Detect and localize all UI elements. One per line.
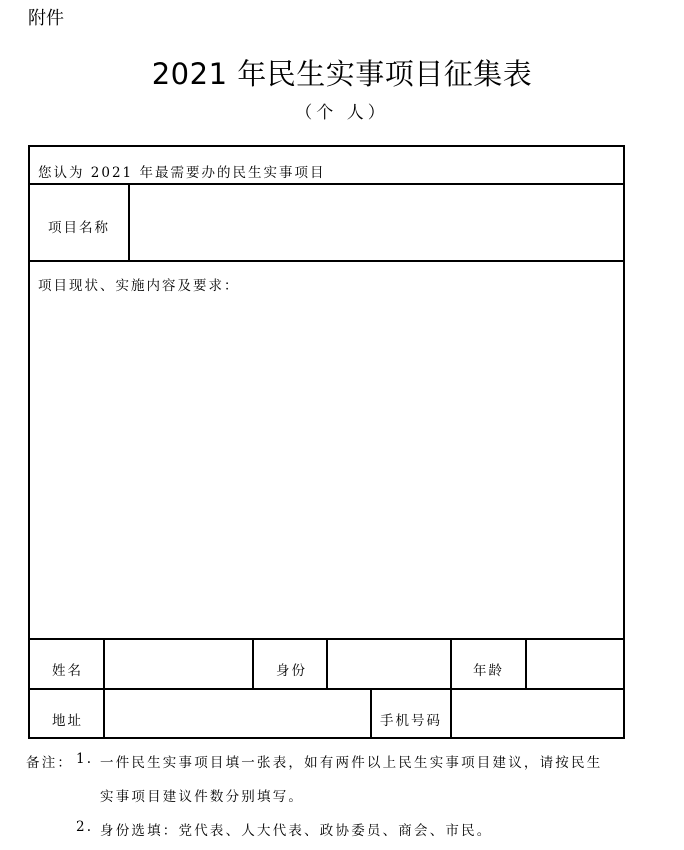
- table-border-top: [28, 145, 625, 147]
- address-field[interactable]: [105, 690, 369, 737]
- page-subtitle: （个 人）: [295, 103, 389, 123]
- page-title: 2021 年民生实事项目征集表: [151, 57, 533, 91]
- phone-label: 手机号码: [380, 713, 442, 729]
- phone-field[interactable]: [452, 690, 622, 737]
- address-label: 地址: [52, 713, 83, 729]
- identity-label: 身份: [276, 663, 307, 679]
- identity-field[interactable]: [328, 640, 449, 687]
- col-divider: [252, 638, 254, 689]
- col-divider: [370, 688, 372, 739]
- name-field[interactable]: [105, 640, 251, 687]
- row-divider: [28, 260, 625, 262]
- note-text: 身份选填：党代表、人大代表、政协委员、商会、市民。: [100, 823, 493, 839]
- details-label: 项目现状、实施内容及要求：: [38, 278, 240, 294]
- details-field[interactable]: [30, 296, 622, 636]
- table-border-right: [623, 145, 625, 739]
- notes-prefix: 备注：: [26, 755, 74, 771]
- name-label: 姓名: [52, 663, 83, 679]
- age-label: 年龄: [473, 663, 504, 679]
- project-name-field[interactable]: [130, 185, 622, 259]
- note-number: 1.: [76, 751, 94, 767]
- note-number: 2.: [76, 819, 94, 835]
- table-border-bottom: [28, 737, 625, 739]
- note-text-continued: 实事项目建议件数分别填写。: [100, 789, 305, 805]
- header-prompt: 您认为 2021 年最需要办的民生实事项目: [38, 165, 326, 181]
- attachment-label: 附件: [28, 8, 64, 29]
- age-field[interactable]: [527, 640, 622, 687]
- project-name-label: 项目名称: [48, 220, 110, 236]
- note-text: 一件民生实事项目填一张表，如有两件以上民生实事项目建议，请按民生: [100, 755, 603, 771]
